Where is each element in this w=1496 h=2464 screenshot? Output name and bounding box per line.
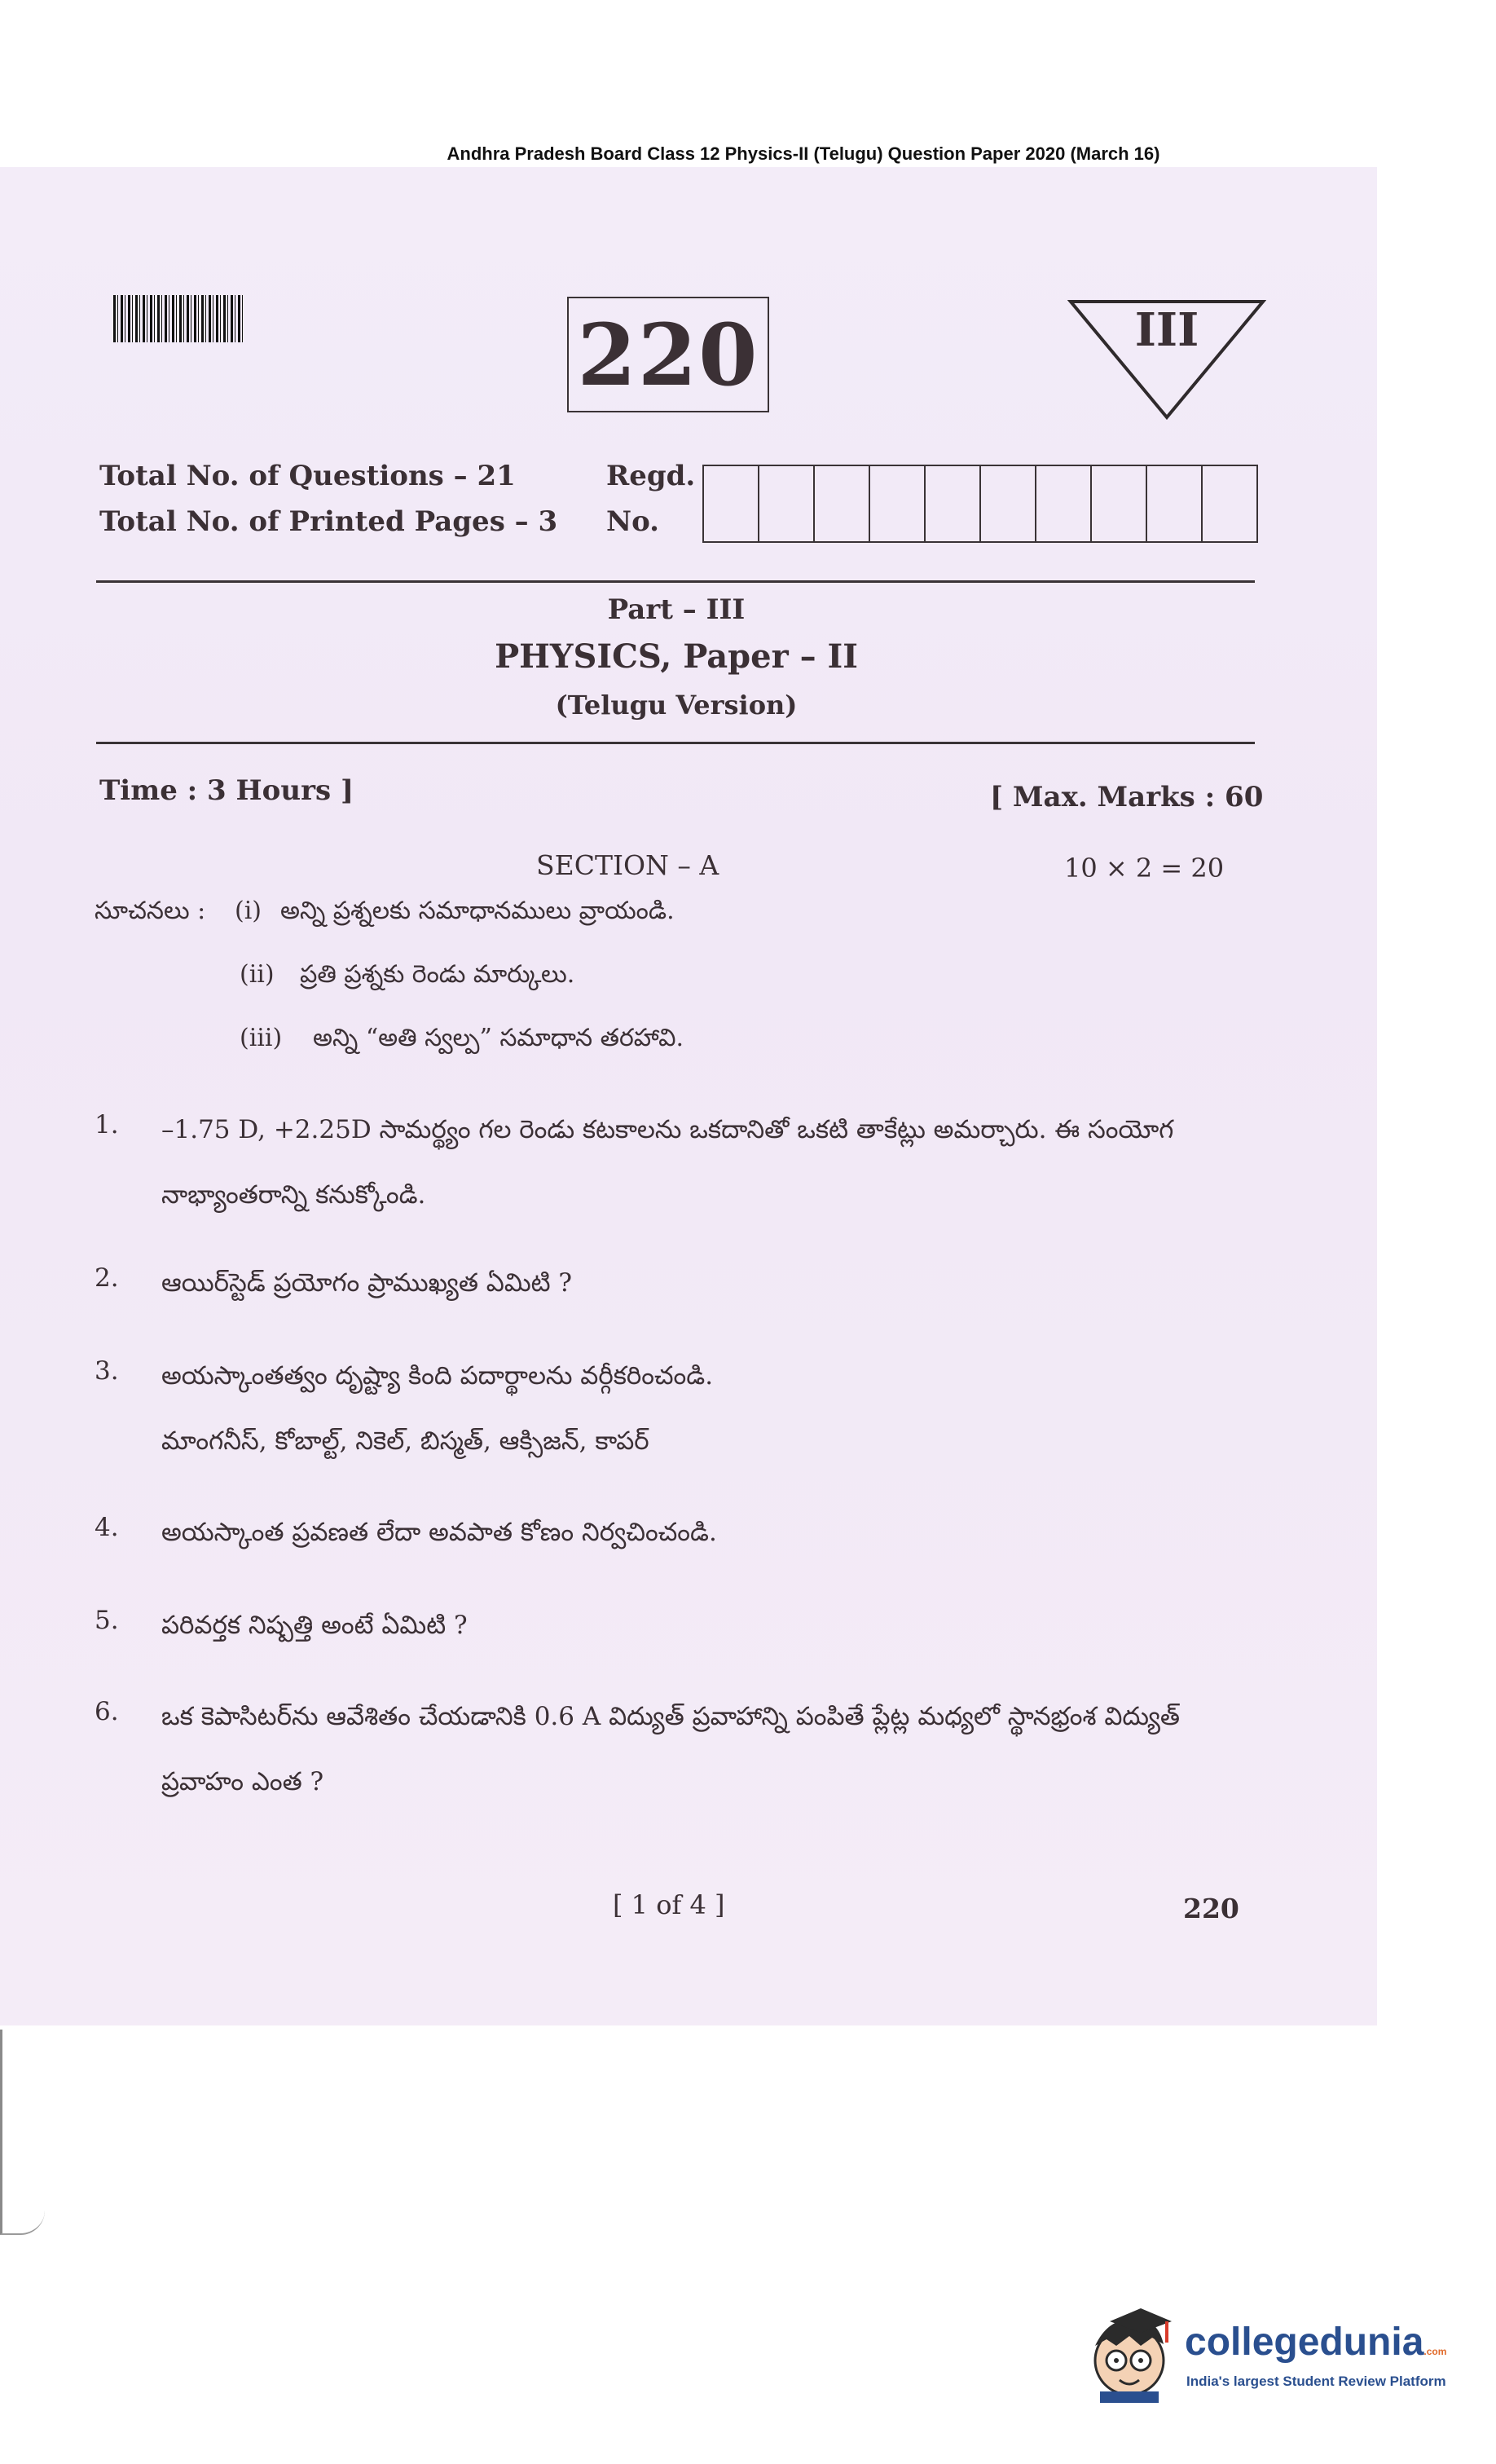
- time-label: Time : 3 Hours ]: [99, 774, 354, 807]
- question-text: ఆయిర్‌స్టెడ్ ప్రయోగం ప్రాముఖ్యత ఏమిటి ?: [161, 1268, 573, 1298]
- regd-digit-box[interactable]: [1147, 466, 1203, 541]
- instruction-text: ప్రతి ప్రశ్నకు రెండు మార్కులు.: [300, 960, 575, 989]
- regd-label-line1: Regd.: [606, 460, 696, 492]
- subject-title: PHYSICS, Paper – II: [495, 637, 858, 676]
- regd-digit-box[interactable]: [704, 466, 759, 541]
- regd-digit-box[interactable]: [981, 466, 1036, 541]
- question-text: అయస్కాంతత్వం దృష్ట్యా కింది పదార్థాలను వర్గీకరించండి. మాంగనీస్, కోబాల్ట్, నికెల్, బిస్మత్, ఆక్సిజన్, కాపర్: [161, 1361, 714, 1456]
- logo-wordmark: [1185, 2320, 1446, 2365]
- regd-label-line2: No.: [606, 505, 659, 538]
- section-title: SECTION – A: [536, 849, 719, 881]
- logo-tagline: India's largest Student Review Platform: [1186, 2374, 1446, 2389]
- footer-paper-code: 220: [1183, 1893, 1239, 1924]
- barcode-icon: [113, 295, 244, 342]
- instruction-num: (i): [235, 897, 262, 925]
- total-pages: Total No. of Printed Pages – 3: [99, 505, 558, 538]
- regd-digit-box[interactable]: [1036, 466, 1092, 541]
- divider: [96, 742, 1255, 744]
- regd-digit-box[interactable]: [1203, 466, 1256, 541]
- part-label: Part – III: [607, 593, 746, 626]
- regd-digit-box[interactable]: [815, 466, 870, 541]
- regd-label: [606, 453, 695, 544]
- regd-number-boxes[interactable]: [702, 465, 1258, 543]
- question-number: 6.: [95, 1697, 119, 1726]
- question-text: ఒక కెపాసిటర్‌ను ఆవేశితం చేయడానికి 0.6 A విద్యుత్ ప్రవాహాన్ని పంపితే ప్లేట్ల మధ్యలో స్థానభ్రంశ విద్యుత్ ప్రవాహం ఎంత ?: [161, 1702, 1181, 1796]
- max-marks-label: [ Max. Marks : 60: [990, 781, 1264, 813]
- page-number: [ 1 of 4 ]: [613, 1889, 725, 1920]
- regd-digit-box[interactable]: [759, 466, 815, 541]
- logo-name: collegedunia: [1185, 2321, 1424, 2364]
- instruction-text: అన్ని “అతి స్వల్ప” సమాధాన తరహావి.: [313, 1024, 684, 1052]
- regd-digit-box[interactable]: [1092, 466, 1147, 541]
- page-binding-mark: [0, 2030, 45, 2235]
- paper-meta: [99, 453, 557, 544]
- question-number: 1.: [95, 1110, 119, 1139]
- paper-code-box: 220: [567, 297, 769, 412]
- question-number: 3.: [95, 1356, 119, 1386]
- instruction-text: అన్ని ప్రశ్నలకు సమాధానములు వ్రాయండి.: [280, 897, 675, 925]
- total-questions: Total No. of Questions – 21: [99, 460, 516, 492]
- question-number: 5.: [95, 1606, 119, 1635]
- document-header-title: Andhra Pradesh Board Class 12 Physics-II (Telugu) Question Paper 2020 (March 16): [447, 143, 1160, 164]
- question-text: –1.75 D, +2.25D సామర్థ్యం గల రెండు కటకాలను ఒకదానితో ఒకటి తాకేట్లు అమర్చారు. ఈ సంయోగ నాభ్యాంతరాన్ని కనుక్కోండి.: [161, 1115, 1174, 1210]
- instruction-num: (iii): [240, 1024, 283, 1052]
- regd-digit-box[interactable]: [926, 466, 981, 541]
- logo-dotcom: .com: [1423, 2346, 1447, 2357]
- question-text: అయస్కాంత ప్రవణత లేదా అవపాత కోణం నిర్వచించండి.: [161, 1518, 717, 1547]
- question-number: 2.: [95, 1263, 119, 1293]
- divider: [96, 580, 1255, 583]
- instructions-label: సూచనలు :: [95, 897, 206, 925]
- version-label: (Telugu Version): [555, 690, 798, 721]
- paper-set-label: III: [1134, 303, 1199, 357]
- question-text: పరివర్తక నిష్పత్తి అంటే ఏమిటి ?: [161, 1611, 468, 1640]
- section-marks: 10 × 2 = 20: [1064, 853, 1225, 884]
- question-number: 4.: [95, 1513, 119, 1542]
- instruction-num: (ii): [240, 960, 275, 989]
- regd-digit-box[interactable]: [870, 466, 926, 541]
